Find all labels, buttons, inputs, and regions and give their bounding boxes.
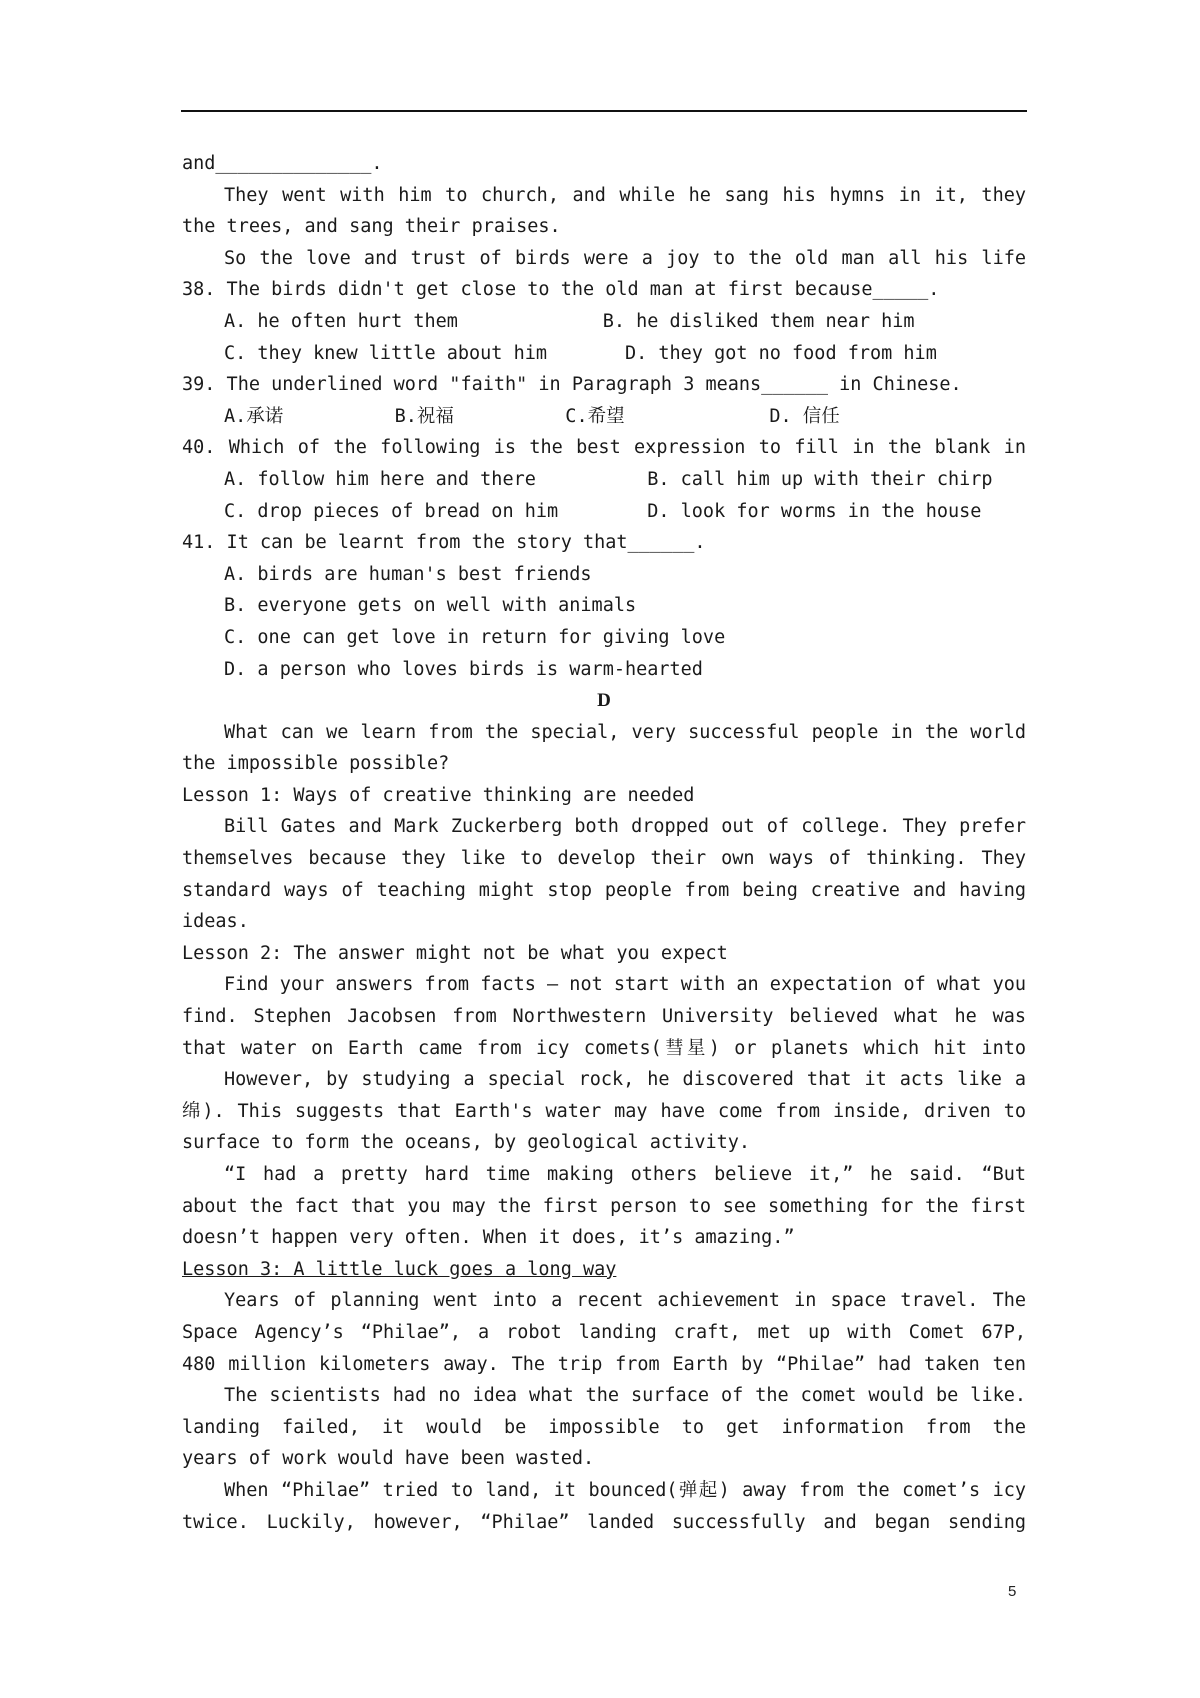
text-line: A. he often hurt them B. he disliked them near him — [224, 310, 915, 332]
text-line: D — [597, 690, 611, 712]
text-line: surface to form the oceans, by geological activity. — [182, 1132, 751, 1154]
text-line: However, by studying a special rock, he discovered that it acts like a — [224, 1069, 1026, 1091]
text-line: Lesson 1: Ways of creative thinking are needed — [182, 784, 695, 806]
text-line: Find your answers from facts — not start with an expectation of what you — [224, 974, 1026, 996]
text-line: and______________. — [182, 153, 383, 174]
text-line: about the fact that you may the first person to see something for the first — [182, 1195, 1026, 1217]
text-line: ideas. — [182, 911, 249, 933]
text-line: C. drop pieces of bread on him D. look for worms in the house — [224, 500, 982, 522]
text-line: 41. It can be learnt from the story that______. — [182, 532, 706, 554]
text-line: The scientists had no idea what the surface of the comet would be like. — [224, 1385, 1026, 1407]
text-line: A. follow him here and there B. call him up with their chirp — [224, 468, 993, 490]
text-line: doesn’t happen very often. When it does, it’s amazing.” — [182, 1227, 795, 1249]
text-line: find. Stephen Jacobsen from Northwestern University believed what he was — [182, 1006, 1026, 1028]
text-line: Years of planning went into a recent achievement in space travel. The — [224, 1290, 1026, 1312]
text-line: B. everyone gets on well with animals — [224, 595, 637, 617]
text-line: “I had a pretty hard time making others believe it,” he said. “But — [224, 1164, 1026, 1185]
text-line: themselves because they like to develop their own ways of thinking. They — [182, 848, 1026, 870]
text-line: that water on Earth came from icy comets(彗星) or planets which hit into — [182, 1037, 1026, 1059]
text-line: the trees, and sang their praises. — [182, 216, 561, 238]
text-line: Bill Gates and Mark Zuckerberg both dropped out of college. They prefer — [224, 816, 1026, 838]
text-line: the impossible possible? — [182, 753, 450, 775]
text-line: When “Philae” tried to land, it bounced(弹起) away from the comet’s icy — [224, 1479, 1026, 1501]
text-line: What can we learn from the special, very successful people in the world — [224, 721, 1026, 743]
text-line: D. a person who loves birds is warm-hearted — [224, 658, 703, 680]
text-line: Lesson 2: The answer might not be what you expect — [182, 942, 728, 964]
text-line: C. one can get love in return for giving love — [224, 626, 726, 648]
text-line: 绵). This suggests that Earth's water may have come from inside, driven to — [182, 1100, 1026, 1122]
text-line: A. birds are human's best friends — [224, 563, 592, 585]
text-line: 39. The underlined word "faith" in Paragraph 3 means______ in Chinese. — [182, 374, 962, 396]
page-number: 5 — [1008, 1583, 1017, 1600]
text-line: standard ways of teaching might stop people from being creative and having — [182, 879, 1026, 901]
text-line: 40. Which of the following is the best expression to fill in the blank in — [182, 437, 1026, 459]
document-body — [182, 148, 1026, 1538]
text-line: Lesson 3: A little luck goes a long way — [182, 1258, 617, 1280]
text-line: Space Agency’s “Philae”, a robot landing craft, met up with Comet 67P, — [182, 1321, 1026, 1343]
text-line: landing failed, it would be impossible to get information from the — [182, 1416, 1026, 1438]
text-line: 480 million kilometers away. The trip from Earth by “Philae” had taken ten — [182, 1353, 1026, 1375]
text-line: 38. The birds didn't get close to the old man at first because_____. — [182, 279, 940, 301]
text-line: So the love and trust of birds were a joy to the old man all his life — [224, 247, 1026, 269]
text-line: C. they knew little about him D. they got no food from him — [224, 342, 937, 364]
text-line: years of work would have been wasted. — [182, 1448, 595, 1470]
text-line: They went with him to church, and while he sang his hymns in it, they — [224, 184, 1026, 206]
header-rule — [181, 110, 1027, 112]
text-line: twice. Luckily, however, “Philae” landed successfully and began sending — [182, 1511, 1026, 1533]
text-line: A.承诺 B.祝福 C.希望 D. 信任 — [224, 405, 840, 427]
